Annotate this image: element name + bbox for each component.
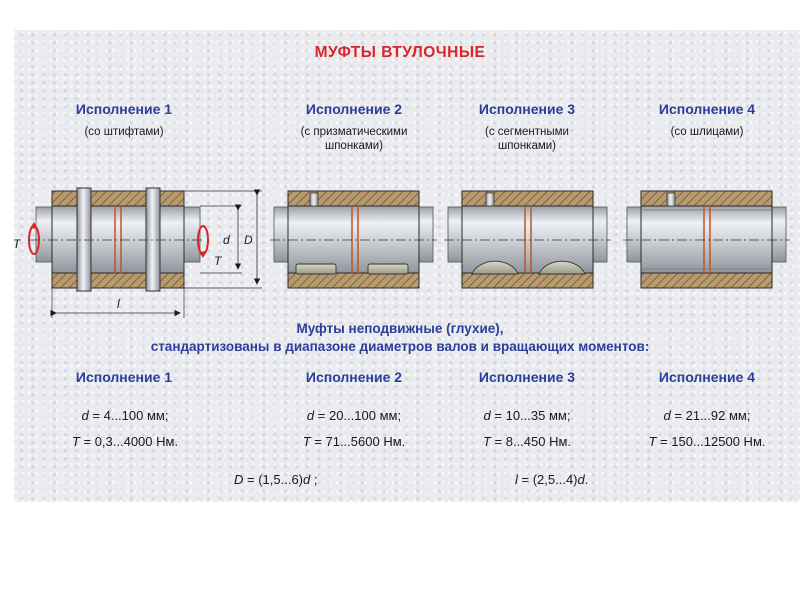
spec-2-d bbox=[259, 408, 449, 423]
variant-4-drawing bbox=[623, 191, 790, 288]
variant-3-drawing bbox=[444, 191, 611, 288]
formula-D-end: ; bbox=[310, 472, 318, 487]
torque-right-label: T bbox=[214, 254, 222, 268]
spec-4-T-symbol: T bbox=[648, 434, 657, 449]
spec-1-T-symbol: T bbox=[71, 434, 80, 449]
variant-1-drawing bbox=[13, 188, 262, 318]
formula-D-symbol: D bbox=[234, 472, 244, 487]
formula-D-d: d bbox=[303, 472, 311, 487]
spec-1-title: Исполнение 1 bbox=[75, 369, 173, 385]
variant-2-drawing bbox=[270, 191, 437, 288]
spec-4-T bbox=[612, 434, 800, 449]
summary-line-2: стандартизованы в диапазоне диаметров валов и вращающих моментов: bbox=[150, 339, 650, 354]
spec-3-d-range: = 10...35 мм; bbox=[490, 408, 571, 423]
formula-l-symbol: l bbox=[515, 472, 518, 487]
formula-D bbox=[234, 472, 317, 487]
variant-2-subtitle: (с призматическими шпонками) bbox=[300, 126, 408, 152]
spec-3-T-range: = 8...450 Нм. bbox=[490, 434, 572, 449]
spec-2-title: Исполнение 2 bbox=[305, 369, 403, 385]
spec-1-d bbox=[30, 408, 220, 423]
spec-1-T bbox=[30, 434, 220, 449]
variant-2-title: Исполнение 2 bbox=[305, 101, 403, 117]
spec-3-title: Исполнение 3 bbox=[478, 369, 576, 385]
variant-4-subtitle: (со шлицами) bbox=[670, 126, 744, 138]
spec-4-T-range: = 150...12500 Нм. bbox=[656, 434, 766, 449]
spec-2-d-symbol: d bbox=[306, 408, 315, 423]
variant-1-title: Исполнение 1 bbox=[75, 101, 173, 117]
formula-l-end: . bbox=[584, 472, 589, 487]
spec-4-title: Исполнение 4 bbox=[658, 369, 756, 385]
spec-3-d-symbol: d bbox=[483, 408, 491, 423]
spec-2-T-symbol: T bbox=[302, 434, 311, 449]
spec-4-d bbox=[612, 408, 800, 423]
formula-l bbox=[515, 472, 588, 487]
variant-1-subtitle: (со штифтами) bbox=[84, 126, 164, 138]
D-label: D bbox=[244, 233, 253, 247]
spec-2-d-range: = 20...100 мм; bbox=[314, 408, 402, 423]
torque-left-label: T bbox=[13, 237, 21, 251]
formula-l-d: d bbox=[577, 472, 585, 487]
length-label: l bbox=[117, 297, 120, 311]
spec-3-T bbox=[432, 434, 622, 449]
spec-3-d bbox=[432, 408, 622, 423]
variant-3-subtitle: (с сегментными шпонками) bbox=[485, 126, 569, 152]
formula-l-text: = (2,5...4) bbox=[517, 472, 578, 487]
spec-2-T bbox=[259, 434, 449, 449]
spec-4-d-range: = 21...92 мм; bbox=[670, 408, 751, 423]
spec-1-d-symbol: d bbox=[81, 408, 89, 423]
spec-3-T-symbol: T bbox=[482, 434, 491, 449]
spec-1-d-range: = 4...100 мм; bbox=[88, 408, 169, 423]
spec-4-d-symbol: d bbox=[663, 408, 671, 423]
page-title: МУФТЫ ВТУЛОЧНЫЕ bbox=[314, 44, 486, 61]
formula-D-text: = (1,5...6) bbox=[243, 472, 304, 487]
d-label: d bbox=[223, 233, 230, 247]
spec-1-T-range: = 0,3...4000 Нм. bbox=[79, 434, 179, 449]
variant-4-title: Исполнение 4 bbox=[658, 101, 756, 117]
variant-3-title: Исполнение 3 bbox=[478, 101, 576, 117]
spec-2-T-range: = 71...5600 Нм. bbox=[310, 434, 406, 449]
summary-line-1: Муфты неподвижные (глухие), bbox=[296, 321, 504, 336]
